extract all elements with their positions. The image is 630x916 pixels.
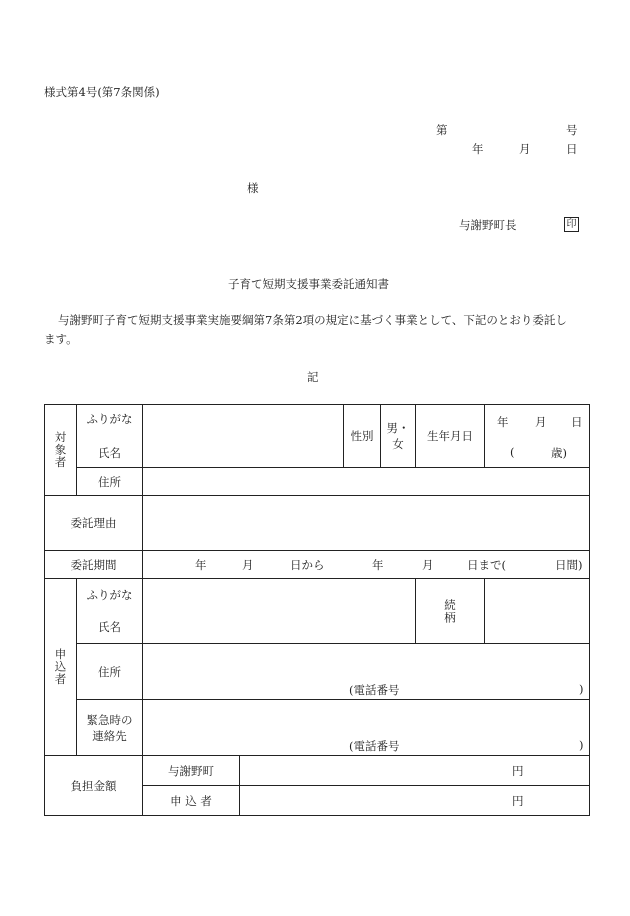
period-year-1: 年 <box>195 558 207 572</box>
applicant-address-label: 住所 <box>77 644 143 700</box>
emergency-label-line-2: 連絡先 <box>92 728 127 743</box>
date-month-label: 月 <box>519 142 531 156</box>
period-from: 日から <box>290 558 325 572</box>
phone-label: (電話番号 <box>349 683 400 697</box>
applicant-address-row <box>45 644 590 700</box>
phone-close: ) <box>579 682 584 696</box>
emergency-contact-field[interactable] <box>143 700 590 756</box>
town-label: 与謝野町 <box>143 756 240 786</box>
relation-label: 続柄 <box>416 579 485 644</box>
emergency-contact-row <box>45 700 590 756</box>
sex-label: 性別 <box>344 405 381 468</box>
applicant-amount-field[interactable] <box>240 786 590 816</box>
sex-value[interactable]: 男・女 <box>381 405 416 468</box>
seal-label: 印 <box>564 217 579 232</box>
birth-month-label: 月 <box>535 415 547 429</box>
subject-label-cell <box>77 405 143 468</box>
furigana-label: ふりがな <box>86 412 133 426</box>
reason-label: 委託理由 <box>45 496 143 551</box>
addressee-suffix: 様 <box>247 181 259 195</box>
date-year-label: 年 <box>472 142 484 156</box>
subject-name-row <box>45 405 590 468</box>
applicant-furigana-label: ふりがな <box>86 588 133 602</box>
subject-address-field[interactable] <box>143 468 590 496</box>
town-yen: 円 <box>512 764 524 778</box>
period-month-2: 月 <box>422 558 434 572</box>
period-label: 委託期間 <box>45 551 143 579</box>
form-number: 様式第4号(第7条関係) <box>44 85 160 99</box>
subject-group-label: 対象者 <box>45 405 77 496</box>
phone2-label: (電話番号 <box>349 739 400 753</box>
reason-field[interactable] <box>143 496 590 551</box>
body-line-2: ます。 <box>44 332 78 346</box>
name-label: 氏名 <box>98 446 121 460</box>
relation-field[interactable] <box>485 579 590 644</box>
period-month-1: 月 <box>242 558 254 572</box>
period-field[interactable] <box>143 551 590 579</box>
town-amount-field[interactable] <box>240 756 590 786</box>
document-title: 子育て短期支援事業委託通知書 <box>228 277 389 291</box>
applicant-name-field[interactable] <box>143 579 416 644</box>
age-close: 歳) <box>551 446 568 460</box>
period-year-2: 年 <box>372 558 384 572</box>
period-days: 日間) <box>555 558 583 572</box>
period-row <box>45 551 590 579</box>
date-day-label: 日 <box>566 142 578 156</box>
body-line-1: 与謝野町子育て短期支援事業実施要綱第7条第2項の規定に基づく事業として、下記のとおり委託し <box>58 313 567 327</box>
birthdate-label: 生年月日 <box>416 405 485 468</box>
burden-label: 負担金額 <box>45 756 143 816</box>
applicant-name-row <box>45 579 590 644</box>
applicant-name-label: 氏名 <box>98 620 121 634</box>
ki-label: 記 <box>307 370 319 384</box>
applicant-burden-label: 申 込 者 <box>143 786 240 816</box>
address-label: 住所 <box>77 468 143 496</box>
age-open: ( <box>510 445 515 459</box>
doc-number-suffix: 号 <box>566 123 578 137</box>
applicant-label-cell <box>77 579 143 644</box>
seal-stamp <box>564 216 579 232</box>
subject-address-row <box>45 468 590 496</box>
phone2-close: ) <box>579 738 584 752</box>
applicant-yen: 円 <box>512 794 524 808</box>
reason-row <box>45 496 590 551</box>
applicant-address-field[interactable] <box>143 644 590 700</box>
subject-name-field[interactable] <box>143 405 344 468</box>
birthdate-field[interactable] <box>485 405 590 468</box>
doc-number-prefix: 第 <box>436 123 448 137</box>
emergency-label <box>77 700 143 756</box>
period-until: 日まで( <box>467 558 506 572</box>
birth-day-label: 日 <box>571 415 583 429</box>
issuer-name: 与謝野町長 <box>459 218 517 232</box>
emergency-label-line-1: 緊急時の <box>86 712 133 727</box>
burden-town-row <box>45 756 590 786</box>
form-table <box>44 404 590 816</box>
applicant-group-label: 申込者 <box>45 579 77 756</box>
birth-year-label: 年 <box>497 415 509 429</box>
